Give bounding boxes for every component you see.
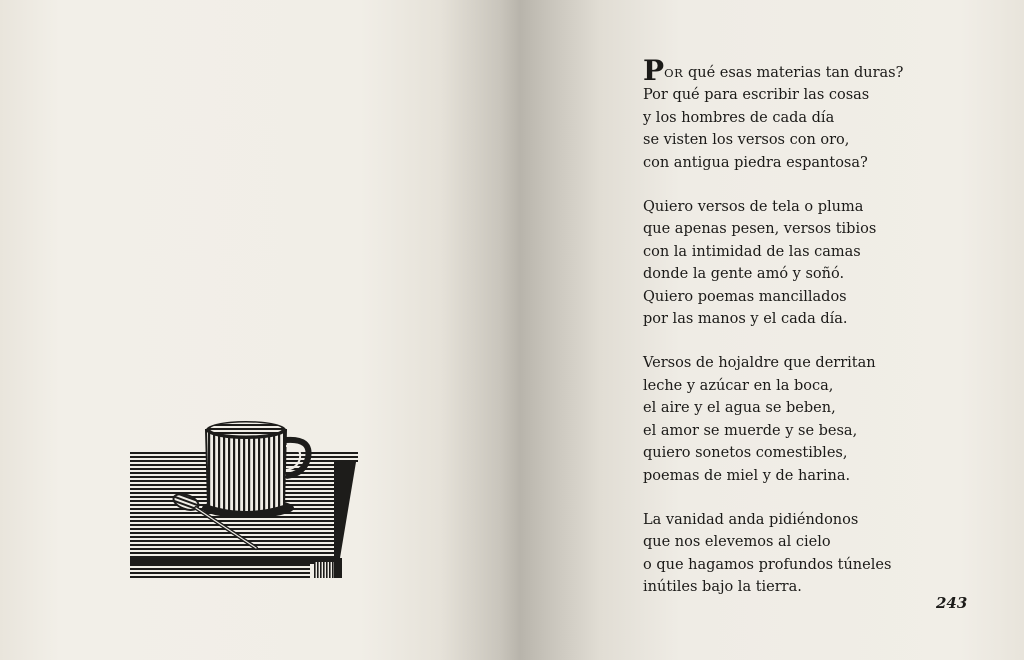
- drop-cap: P: [643, 54, 665, 87]
- poem-line: se visten los versos con oro,: [643, 132, 850, 149]
- poem-line: que apenas pesen, versos tibios: [643, 221, 877, 238]
- poem-line: que nos elevemos al cielo: [643, 534, 831, 551]
- poem-line: Quiero versos de tela o pluma: [643, 199, 864, 216]
- opening-smallcaps: OR: [664, 66, 684, 80]
- cup-on-table-woodcut-icon: [128, 412, 360, 582]
- poem-line: donde la gente amó y soñó.: [643, 266, 845, 283]
- poem-line: con antigua piedra espantosa?: [643, 154, 868, 171]
- poem-line: [643, 54, 943, 87]
- poem-line: o que hagamos profundos túneles: [643, 556, 892, 573]
- poem-line: Versos de hojaldre que derritan: [643, 355, 876, 372]
- poem-line: Quiero poemas mancillados: [643, 288, 847, 305]
- page-number: 243: [936, 594, 968, 612]
- stanza-3: [643, 352, 943, 486]
- poem-line: La vanidad anda pidiéndonos: [643, 511, 859, 528]
- poem-line: el aire y el agua se beben,: [643, 400, 836, 417]
- poem-line: Por qué para escribir las cosas: [643, 87, 870, 104]
- poem-line: quiero sonetos comestibles,: [643, 445, 848, 462]
- stanza-2: [643, 196, 943, 330]
- stanza-1: [643, 54, 943, 174]
- poem-line: y los hombres de cada día: [643, 109, 835, 126]
- poem-line: poemas de miel y de harina.: [643, 467, 851, 484]
- poem-line: inútiles bajo la tierra.: [643, 579, 802, 596]
- poem: [643, 54, 943, 621]
- poem-line: con la intimidad de las camas: [643, 243, 861, 260]
- poem-line: el amor se muerde y se besa,: [643, 422, 858, 439]
- stanza-4: [643, 509, 943, 599]
- poem-line: leche y azúcar en la boca,: [643, 377, 834, 394]
- poem-line: por las manos y el cada día.: [643, 311, 848, 328]
- line-text: qué esas materias tan duras?: [683, 65, 904, 81]
